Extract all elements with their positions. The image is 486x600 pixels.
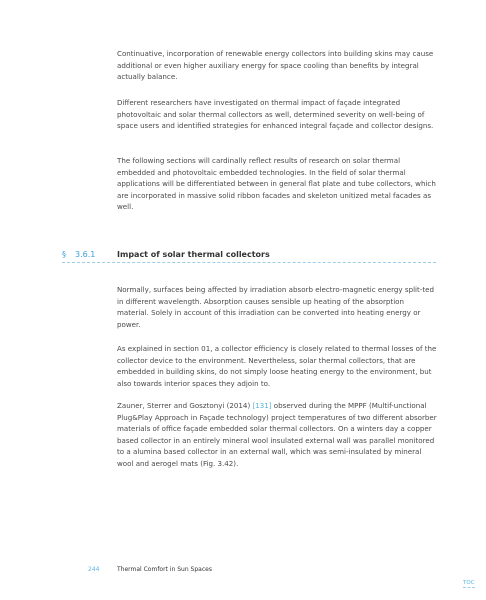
- section-symbol: §: [62, 250, 66, 259]
- body-paragraph: The following sections will cardinally reflect results of research on solar thermal embedded and photovoltaic embedded technologies. In the field of solar thermal applications will be differentiated between in general flat plate and tube collectors, which are incorporated in massive solid ribbon facades and skeleton unitized metal facades as well.: [117, 156, 436, 212]
- body-paragraph: Continuative, incorporation of renewable energy collectors into building skins may cause additional or even higher auxiliary energy for space cooling than benefits by integral actually balance.: [117, 49, 434, 82]
- paragraph-text: observed during the MPPF (Multif-unctional Plug&Play Approach in Façade technology) project temperatures of two different absorber materials of office façade embedded solar thermal collectors. On a winters day a copper based collector in an entirely mineral wool insulated external wall was parallel monitored to a alumina based collector in an external wall, which was semi-insulated by mineral wool and aerogel mats (Fig. 3.42).: [117, 401, 437, 468]
- section-number: 3.6.1: [75, 250, 96, 259]
- page-number: 244: [88, 566, 100, 573]
- paragraph-text: Zauner, Sterrer and Gosztonyi (2014): [117, 401, 253, 410]
- body-paragraph: [117, 400, 437, 470]
- section-title: Impact of solar thermal collectors: [117, 250, 270, 259]
- body-paragraph: As explained in section 01, a collector efficiency is closely related to thermal losses of the collector device to the environment. Nevertheless, solar thermal collectors, that are embedded in building skins, do not simply loose heating energy to the environment, but also towards interior spaces they adjoin to.: [117, 344, 437, 388]
- body-paragraph: Normally, surfaces being affected by irradiation absorb electro-magnetic energy split-ted in different wavelength. Absorption causes sensible up heating of the absorption material. Solely in account of this irradiation can be converted into heating energy or power.: [117, 285, 435, 329]
- running-title: Thermal Comfort in Sun Spaces: [117, 566, 212, 573]
- section-heading: [62, 246, 436, 263]
- body-paragraph: Different researchers have investigated on thermal impact of façade integrated photovoltaic and solar thermal collectors as well, determined severity on well-being of space users and identified strategies for enhanced integral façade and collector designs.: [117, 98, 434, 131]
- toc-link[interactable]: TOC: [463, 580, 475, 586]
- citation-link[interactable]: [131]: [252, 401, 272, 410]
